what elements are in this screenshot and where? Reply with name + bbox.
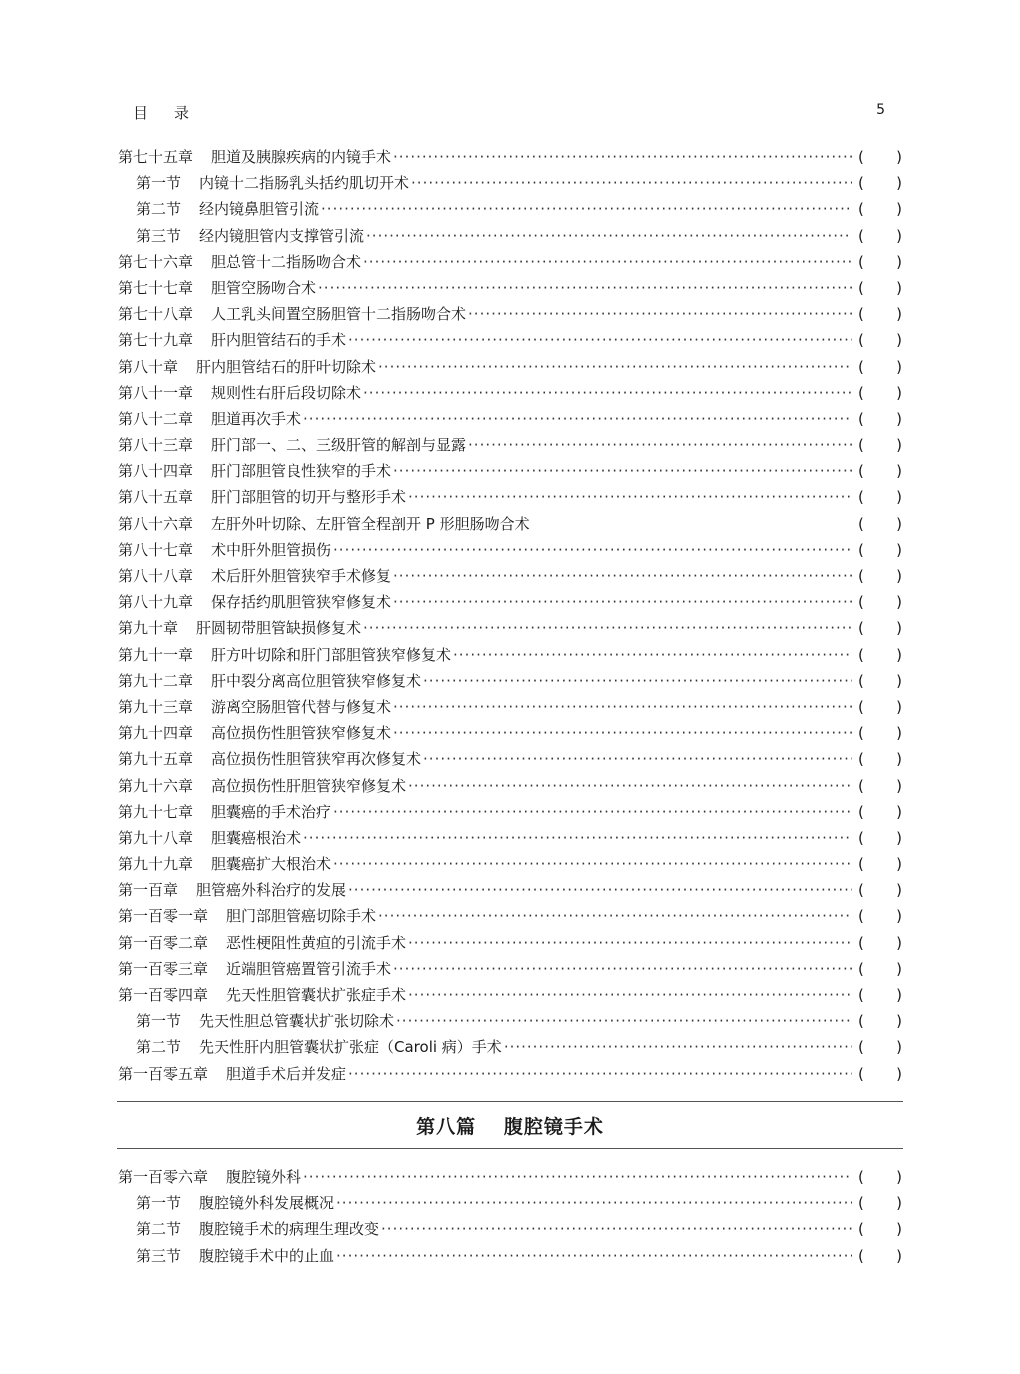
toc-chapter-entry xyxy=(118,144,902,170)
dot-leader xyxy=(468,432,852,458)
entry-title: 胆囊癌根治术 xyxy=(211,828,302,847)
toc-chapter-entry xyxy=(118,877,902,903)
dot-leader xyxy=(393,458,852,484)
toc-section-entry xyxy=(118,223,902,249)
entry-number: 第八十五章 xyxy=(118,488,194,507)
page-ref-open-paren: ( xyxy=(858,855,864,874)
page-ref-open-paren: ( xyxy=(858,514,864,533)
page-ref-open-paren: ( xyxy=(858,540,864,559)
page-ref-open-paren: ( xyxy=(858,776,864,795)
dot-leader xyxy=(504,1034,852,1060)
toc-chapter-entry xyxy=(118,642,902,668)
page-ref-open-paren: ( xyxy=(858,645,864,664)
entry-number: 第一节 xyxy=(136,1194,182,1213)
entry-title: 腹腔镜外科 xyxy=(226,1168,302,1186)
page-ref-placeholder xyxy=(858,327,902,353)
toc-chapter-entry xyxy=(118,589,902,615)
toc-chapter-entry xyxy=(118,746,902,772)
dot-leader xyxy=(378,903,852,929)
page-ref-placeholder xyxy=(858,982,902,1008)
toc-chapter-entry xyxy=(118,1164,902,1190)
part-number: 第八篇 xyxy=(416,1116,477,1138)
entry-title: 胆道及胰腺疾病的内镜手术 xyxy=(211,148,392,166)
toc-chapter-entry xyxy=(118,380,902,406)
page-ref-placeholder xyxy=(858,223,902,249)
entry-number: 第八十六章 xyxy=(118,514,194,533)
dot-leader xyxy=(393,694,852,720)
page-ref-placeholder xyxy=(858,720,902,746)
page-ref-close-paren: ) xyxy=(896,671,902,690)
dot-leader xyxy=(363,380,852,406)
page-ref-open-paren: ( xyxy=(858,671,864,690)
entry-title: 肝圆韧带胆管缺损修复术 xyxy=(196,619,362,638)
page-ref-close-paren: ) xyxy=(896,436,902,455)
dot-leader xyxy=(408,484,852,510)
entry-number: 第九十六章 xyxy=(118,776,194,795)
toc-chapter-entry xyxy=(118,511,902,537)
page-ref-close-paren: ) xyxy=(896,1064,902,1083)
page-ref-close-paren: ) xyxy=(896,567,902,585)
toc-chapter-entry xyxy=(118,982,902,1008)
page-ref-open-paren: ( xyxy=(858,1064,864,1083)
toc-section-entry xyxy=(118,196,902,222)
toc-chapter-entry xyxy=(118,249,902,275)
page-ref-open-paren: ( xyxy=(858,305,864,324)
page-ref-open-paren: ( xyxy=(858,226,864,245)
page-ref-open-paren: ( xyxy=(858,436,864,455)
page-ref-close-paren: ) xyxy=(896,986,902,1004)
toc-chapter-entry xyxy=(118,327,902,353)
page-ref-close-paren: ) xyxy=(896,331,902,350)
entry-number: 第八十四章 xyxy=(118,462,194,481)
entry-number: 第七十七章 xyxy=(118,278,194,297)
page-ref-open-paren: ( xyxy=(858,1220,864,1239)
page-ref-placeholder xyxy=(858,537,902,563)
entry-title: 先天性胆管囊状扩张症手术 xyxy=(226,986,407,1004)
part-rule-top xyxy=(117,1101,903,1102)
page-ref-open-paren: ( xyxy=(858,409,864,428)
dot-leader xyxy=(336,1243,852,1269)
toc-chapter-entry xyxy=(118,773,902,799)
entry-number: 第八十二章 xyxy=(118,409,194,428)
dot-leader xyxy=(363,249,852,275)
toc-chapter-entry xyxy=(118,458,902,484)
toc-chapter-entry xyxy=(118,851,902,877)
page-ref-placeholder xyxy=(858,511,902,537)
entry-number: 第八十章 xyxy=(118,357,179,376)
entry-title: 腹腔镜手术中的止血 xyxy=(199,1246,335,1265)
page-ref-close-paren: ) xyxy=(896,383,902,402)
page-ref-close-paren: ) xyxy=(896,959,902,978)
page-ref-open-paren: ( xyxy=(858,278,864,297)
entry-title: 经内镜胆管内支撑管引流 xyxy=(199,226,365,245)
page-ref-placeholder xyxy=(858,1243,902,1269)
page-ref-open-paren: ( xyxy=(858,1194,864,1213)
entry-title: 术后肝外胆管狭窄手术修复 xyxy=(211,567,392,585)
page-ref-placeholder xyxy=(858,668,902,694)
entry-number: 第一节 xyxy=(136,174,182,193)
page-ref-placeholder xyxy=(858,170,902,196)
page-ref-close-paren: ) xyxy=(896,907,902,926)
dot-leader xyxy=(381,1216,852,1242)
page-ref-close-paren: ) xyxy=(896,148,902,166)
toc-chapter-entry xyxy=(118,720,902,746)
page-ref-close-paren: ) xyxy=(896,514,902,533)
header-title: 目录 xyxy=(133,104,216,122)
dot-leader xyxy=(393,589,852,615)
page-ref-open-paren: ( xyxy=(858,1012,864,1031)
page-ref-close-paren: ) xyxy=(896,1012,902,1031)
entry-number: 第一节 xyxy=(136,1012,182,1031)
entry-title: 近端胆管癌置管引流手术 xyxy=(226,959,392,978)
page-ref-open-paren: ( xyxy=(858,383,864,402)
page-ref-open-paren: ( xyxy=(858,593,864,612)
toc-chapter-entry xyxy=(118,484,902,510)
entry-title: 胆管空肠吻合术 xyxy=(211,278,317,297)
dot-leader xyxy=(303,1164,852,1190)
dot-leader xyxy=(303,406,852,432)
entry-number: 第八十三章 xyxy=(118,436,194,455)
page-ref-placeholder xyxy=(858,642,902,668)
toc-chapter-entry xyxy=(118,956,902,982)
toc-section-entry xyxy=(118,1243,902,1269)
entry-title: 胆总管十二指肠吻合术 xyxy=(211,252,362,271)
entry-title: 肝内胆管结石的手术 xyxy=(211,331,347,350)
page-ref-placeholder xyxy=(858,301,902,327)
page-ref-placeholder xyxy=(858,275,902,301)
toc-chapter-entry xyxy=(118,354,902,380)
part-heading xyxy=(117,1112,903,1139)
page-ref-close-paren: ) xyxy=(896,1220,902,1239)
entry-title: 胆道再次手术 xyxy=(211,409,302,428)
entry-title: 先天性胆总管囊状扩张切除术 xyxy=(199,1012,395,1031)
toc-chapter-entry xyxy=(118,275,902,301)
page-ref-open-paren: ( xyxy=(858,462,864,481)
dot-leader xyxy=(378,354,852,380)
dot-leader xyxy=(453,642,852,668)
page-ref-close-paren: ) xyxy=(896,1168,902,1186)
page-ref-close-paren: ) xyxy=(896,488,902,507)
entry-number: 第九十一章 xyxy=(118,645,194,664)
dot-leader xyxy=(348,877,852,903)
page-ref-close-paren: ) xyxy=(896,776,902,795)
page-ref-placeholder xyxy=(858,406,902,432)
toc-section-entry xyxy=(118,1190,902,1216)
entry-title: 腹腔镜手术的病理生理改变 xyxy=(199,1220,380,1239)
page-ref-placeholder xyxy=(858,773,902,799)
page-ref-open-paren: ( xyxy=(858,881,864,900)
entry-title: 肝门部胆管良性狭窄的手术 xyxy=(211,462,392,481)
page-ref-close-paren: ) xyxy=(896,540,902,559)
dot-leader xyxy=(411,170,852,196)
page-ref-placeholder xyxy=(858,458,902,484)
page-ref-placeholder xyxy=(858,1008,902,1034)
entry-number: 第八十七章 xyxy=(118,540,194,559)
dot-leader xyxy=(333,851,852,877)
page-ref-close-paren: ) xyxy=(896,724,902,743)
entry-number: 第三节 xyxy=(136,1246,182,1265)
entry-title: 胆门部胆管癌切除手术 xyxy=(226,907,377,926)
dot-leader xyxy=(408,982,852,1008)
toc-chapter-entry xyxy=(118,930,902,956)
entry-title: 内镜十二指肠乳头括约肌切开术 xyxy=(199,174,410,193)
entry-number: 第九十四章 xyxy=(118,724,194,743)
toc-chapter-entry xyxy=(118,615,902,641)
entry-number: 第一百零六章 xyxy=(118,1168,209,1186)
dot-leader xyxy=(333,537,852,563)
page-ref-placeholder xyxy=(858,589,902,615)
page-ref-open-paren: ( xyxy=(858,724,864,743)
entry-title: 胆道手术后并发症 xyxy=(226,1064,347,1083)
page-ref-open-paren: ( xyxy=(858,697,864,716)
toc-chapter-entry xyxy=(118,1061,902,1087)
entry-title: 肝门部一、二、三级肝管的解剖与显露 xyxy=(211,436,467,455)
entry-number: 第九十二章 xyxy=(118,671,194,690)
entry-title: 胆囊癌的手术治疗 xyxy=(211,802,332,821)
entry-title: 胆囊癌扩大根治术 xyxy=(211,855,332,874)
dot-leader xyxy=(423,668,852,694)
dot-leader xyxy=(393,144,852,170)
page-ref-close-paren: ) xyxy=(896,697,902,716)
page-ref-placeholder xyxy=(858,825,902,851)
entry-number: 第九十五章 xyxy=(118,750,194,769)
toc-chapter-entry xyxy=(118,301,902,327)
page-ref-close-paren: ) xyxy=(896,357,902,376)
toc-section-entry xyxy=(118,1034,902,1060)
entry-title: 胆管癌外科治疗的发展 xyxy=(196,881,347,900)
page-ref-placeholder xyxy=(858,930,902,956)
page-ref-close-paren: ) xyxy=(896,933,902,952)
page-ref-close-paren: ) xyxy=(896,619,902,638)
page-ref-open-paren: ( xyxy=(858,331,864,350)
page-ref-placeholder xyxy=(858,484,902,510)
entry-number: 第七十九章 xyxy=(118,331,194,350)
page-ref-placeholder xyxy=(858,746,902,772)
page-ref-open-paren: ( xyxy=(858,802,864,821)
page-ref-open-paren: ( xyxy=(858,1168,864,1186)
entry-title: 高位损伤性肝胆管狭窄修复术 xyxy=(211,776,407,795)
page-ref-placeholder xyxy=(858,851,902,877)
page-ref-close-paren: ) xyxy=(896,645,902,664)
entry-number: 第七十六章 xyxy=(118,252,194,271)
entry-title: 经内镜鼻胆管引流 xyxy=(199,200,320,219)
dot-leader xyxy=(336,1190,852,1216)
page-ref-open-paren: ( xyxy=(858,488,864,507)
toc-chapter-entry xyxy=(118,563,902,589)
page-ref-placeholder xyxy=(858,380,902,406)
page-ref-open-paren: ( xyxy=(858,619,864,638)
entry-number: 第九十七章 xyxy=(118,802,194,821)
entry-title: 术中肝外胆管损伤 xyxy=(211,540,332,559)
page-ref-open-paren: ( xyxy=(858,357,864,376)
entry-title: 高位损伤性胆管狭窄再次修复术 xyxy=(211,750,422,769)
page-number: 5 xyxy=(876,102,885,118)
page-ref-close-paren: ) xyxy=(896,409,902,428)
page-ref-close-paren: ) xyxy=(896,1246,902,1265)
dot-leader xyxy=(321,196,852,222)
entry-number: 第二节 xyxy=(136,1038,182,1057)
dot-leader xyxy=(393,956,852,982)
page-ref-close-paren: ) xyxy=(896,278,902,297)
entry-number: 第一百零二章 xyxy=(118,933,209,952)
page-ref-close-paren: ) xyxy=(896,252,902,271)
dot-leader xyxy=(366,223,852,249)
entry-title: 肝内胆管结石的肝叶切除术 xyxy=(196,357,377,376)
page-ref-placeholder xyxy=(858,563,902,589)
entry-number: 第二节 xyxy=(136,1220,182,1239)
page-ref-open-paren: ( xyxy=(858,986,864,1004)
dot-leader xyxy=(408,773,852,799)
page-ref-placeholder xyxy=(858,956,902,982)
entry-number: 第九十九章 xyxy=(118,855,194,874)
toc-chapter-entry xyxy=(118,432,902,458)
page-ref-placeholder xyxy=(858,196,902,222)
page-ref-placeholder xyxy=(858,249,902,275)
toc-block-1 xyxy=(118,144,902,1087)
page-ref-close-paren: ) xyxy=(896,226,902,245)
entry-number: 第一百章 xyxy=(118,881,179,900)
part-title: 腹腔镜手术 xyxy=(503,1116,604,1138)
toc-chapter-entry xyxy=(118,406,902,432)
entry-number: 第七十五章 xyxy=(118,148,194,166)
dot-leader xyxy=(423,746,852,772)
entry-number: 第九十三章 xyxy=(118,697,194,716)
page-ref-open-paren: ( xyxy=(858,174,864,193)
entry-number: 第八十八章 xyxy=(118,567,194,585)
entry-title: 恶性梗阻性黄疸的引流手术 xyxy=(226,933,407,952)
toc-chapter-entry xyxy=(118,825,902,851)
entry-number: 第一百零四章 xyxy=(118,986,209,1004)
toc-chapter-entry xyxy=(118,537,902,563)
page-ref-open-paren: ( xyxy=(858,907,864,926)
page-ref-close-paren: ) xyxy=(896,1038,902,1057)
entry-number: 第七十八章 xyxy=(118,305,194,324)
page-ref-placeholder xyxy=(858,903,902,929)
entry-number: 第九十章 xyxy=(118,619,179,638)
page-ref-placeholder xyxy=(858,799,902,825)
page-ref-open-paren: ( xyxy=(858,933,864,952)
dot-leader xyxy=(393,563,852,589)
toc-section-entry xyxy=(118,170,902,196)
entry-title: 腹腔镜外科发展概况 xyxy=(199,1194,335,1213)
entry-title: 肝门部胆管的切开与整形手术 xyxy=(211,488,407,507)
entry-title: 肝方叶切除和肝门部胆管狭窄修复术 xyxy=(211,645,452,664)
page-ref-close-paren: ) xyxy=(896,828,902,847)
dot-leader xyxy=(348,1061,852,1087)
page-ref-placeholder xyxy=(858,1034,902,1060)
page-ref-placeholder xyxy=(858,432,902,458)
page-ref-open-paren: ( xyxy=(858,750,864,769)
page-ref-close-paren: ) xyxy=(896,200,902,219)
page-ref-close-paren: ) xyxy=(896,174,902,193)
dot-leader xyxy=(408,930,852,956)
page-ref-placeholder xyxy=(858,144,902,170)
dot-leader xyxy=(468,301,852,327)
part-rule-bottom xyxy=(117,1148,903,1149)
toc-block-2 xyxy=(118,1164,902,1269)
entry-number: 第一百零一章 xyxy=(118,907,209,926)
page-ref-placeholder xyxy=(858,615,902,641)
dot-leader xyxy=(333,799,852,825)
page-ref-open-paren: ( xyxy=(858,148,864,166)
entry-number: 第八十一章 xyxy=(118,383,194,402)
entry-number: 第二节 xyxy=(136,200,182,219)
page-ref-close-paren: ) xyxy=(896,881,902,900)
dot-leader xyxy=(303,825,852,851)
page-ref-close-paren: ) xyxy=(896,750,902,769)
page-ref-close-paren: ) xyxy=(896,802,902,821)
page-ref-placeholder xyxy=(858,1164,902,1190)
page-ref-placeholder xyxy=(858,354,902,380)
page-ref-placeholder xyxy=(858,694,902,720)
entry-title: 人工乳头间置空肠胆管十二指肠吻合术 xyxy=(211,305,467,324)
page-header xyxy=(133,102,885,124)
dot-leader xyxy=(396,1008,852,1034)
page-ref-open-paren: ( xyxy=(858,959,864,978)
page-ref-open-paren: ( xyxy=(858,1246,864,1265)
entry-number: 第一百零五章 xyxy=(118,1064,209,1083)
toc-chapter-entry xyxy=(118,694,902,720)
page-ref-close-paren: ) xyxy=(896,855,902,874)
entry-title: 高位损伤性胆管狭窄修复术 xyxy=(211,724,392,743)
dot-leader xyxy=(348,327,852,353)
page-ref-close-paren: ) xyxy=(896,1194,902,1213)
page-ref-close-paren: ) xyxy=(896,462,902,481)
page-ref-placeholder xyxy=(858,1061,902,1087)
page-ref-open-paren: ( xyxy=(858,200,864,219)
entry-title: 保存括约肌胆管狭窄修复术 xyxy=(211,593,392,612)
page-ref-open-paren: ( xyxy=(858,828,864,847)
toc-chapter-entry xyxy=(118,799,902,825)
entry-number: 第九十八章 xyxy=(118,828,194,847)
page-ref-open-paren: ( xyxy=(858,1038,864,1057)
page-ref-close-paren: ) xyxy=(896,593,902,612)
entry-title: 游离空肠胆管代替与修复术 xyxy=(211,697,392,716)
dot-leader xyxy=(363,615,852,641)
entry-title: 先天性肝内胆管囊状扩张症（Caroli 病）手术 xyxy=(199,1038,502,1057)
entry-title: 肝中裂分离高位胆管狭窄修复术 xyxy=(211,671,422,690)
page-ref-placeholder xyxy=(858,1190,902,1216)
entry-title: 左肝外叶切除、左肝管全程剖开 P 形胆肠吻合术 xyxy=(211,514,530,533)
page-ref-placeholder xyxy=(858,877,902,903)
dot-leader xyxy=(318,275,852,301)
toc-chapter-entry xyxy=(118,668,902,694)
page-ref-placeholder xyxy=(858,1216,902,1242)
entry-number: 第八十九章 xyxy=(118,593,194,612)
toc-chapter-entry xyxy=(118,903,902,929)
page-ref-open-paren: ( xyxy=(858,567,864,585)
entry-number: 第三节 xyxy=(136,226,182,245)
page-ref-close-paren: ) xyxy=(896,305,902,324)
dot-leader xyxy=(393,720,852,746)
toc-section-entry xyxy=(118,1008,902,1034)
entry-title: 规则性右肝后段切除术 xyxy=(211,383,362,402)
page-ref-open-paren: ( xyxy=(858,252,864,271)
toc-section-entry xyxy=(118,1216,902,1242)
entry-number: 第一百零三章 xyxy=(118,959,209,978)
